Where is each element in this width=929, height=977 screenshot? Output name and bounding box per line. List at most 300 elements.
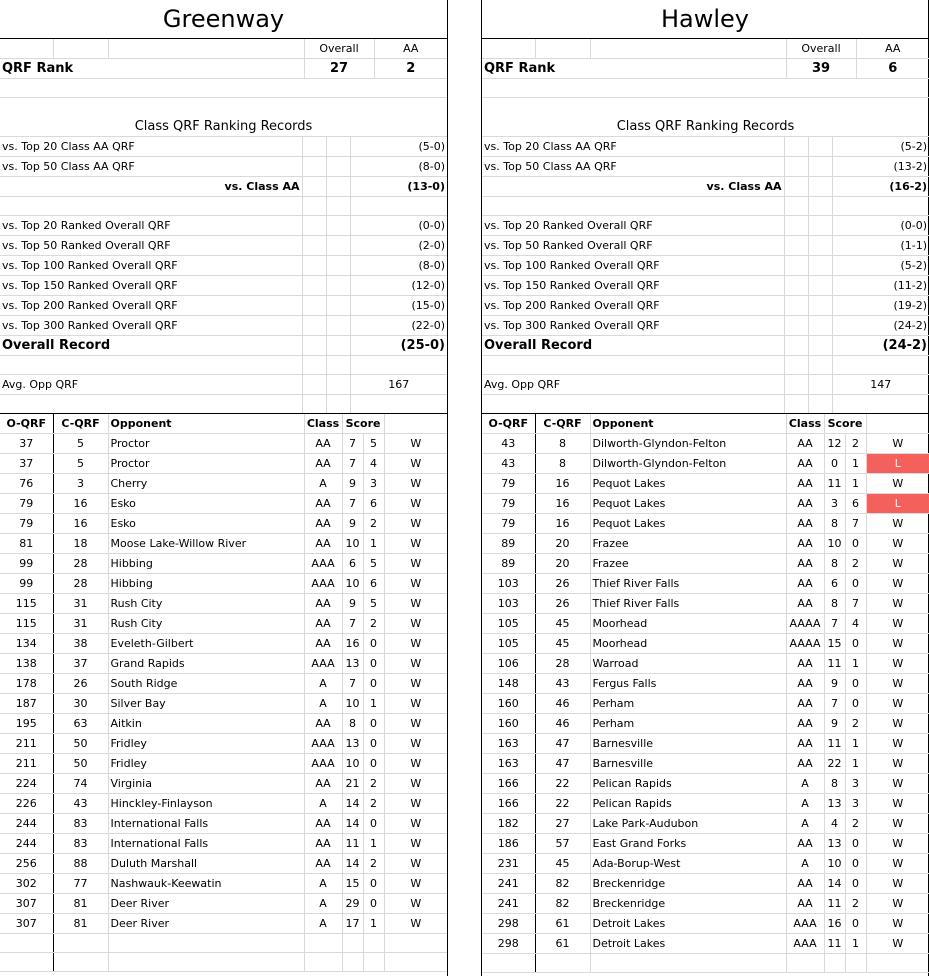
game-result: L [866, 453, 929, 473]
opponent-overall-qrf: 79 [0, 493, 53, 513]
qrf-rank-label: QRF Rank [0, 59, 304, 79]
opponent-class: AA [786, 473, 824, 493]
opponent-class-qrf: 16 [535, 473, 590, 493]
opponent-overall-qrf: 79 [482, 493, 535, 513]
team-score: 10 [824, 533, 845, 553]
opponent-name: Dilworth-Glyndon-Felton [590, 433, 786, 453]
opponent-score: 2 [845, 713, 866, 733]
class-header: AA [856, 39, 929, 59]
games-table [482, 414, 929, 973]
opponent-class: A [304, 893, 342, 913]
class-total-value: (13-0) [350, 176, 447, 196]
opponent-name: East Grand Forks [590, 833, 786, 853]
game-result: W [384, 913, 447, 933]
opponent-name: Virginia [108, 773, 304, 793]
records-table [482, 117, 929, 414]
game-row [482, 593, 929, 613]
game-row [0, 553, 447, 573]
opponent-class: AA [304, 813, 342, 833]
record-value: (5-2) [832, 136, 929, 156]
team-score: 13 [824, 833, 845, 853]
opponent-class-qrf: 18 [53, 533, 108, 553]
opponent-score: 0 [845, 693, 866, 713]
team-score: 13 [342, 653, 363, 673]
opponent-class: A [304, 693, 342, 713]
opponent-overall-qrf: 81 [0, 533, 53, 553]
game-result: W [866, 793, 929, 813]
opponent-score: 7 [845, 513, 866, 533]
opponent-class-qrf: 22 [535, 773, 590, 793]
overall-record-row [482, 275, 929, 295]
team-score: 17 [342, 913, 363, 933]
game-row [0, 913, 447, 933]
opponent-name: South Ridge [108, 673, 304, 693]
game-result: W [866, 533, 929, 553]
overall-record-row [482, 315, 929, 335]
team-score: 10 [342, 573, 363, 593]
game-result: W [384, 553, 447, 573]
opponent-score: 5 [363, 433, 384, 453]
opponent-name: Esko [108, 513, 304, 533]
class-header: Class [304, 414, 342, 434]
rank-header-row [0, 39, 447, 59]
team-score: 11 [342, 833, 363, 853]
opponent-name: Breckenridge [590, 893, 786, 913]
opponent-score: 2 [363, 793, 384, 813]
opponent-class-qrf: 22 [535, 793, 590, 813]
record-label: vs. Top 20 Ranked Overall QRF [482, 215, 784, 235]
opponent-class-qrf: 77 [53, 873, 108, 893]
opponent-class: AA [304, 433, 342, 453]
opponent-class-qrf: 16 [535, 493, 590, 513]
game-result: W [866, 593, 929, 613]
class-record-row [482, 136, 929, 156]
record-label: vs. Top 200 Ranked Overall QRF [482, 295, 784, 315]
opponent-class: AA [786, 753, 824, 773]
team-score: 7 [342, 453, 363, 473]
opponent-score: 1 [845, 653, 866, 673]
class-total-label: vs. Class AA [0, 176, 302, 196]
game-result: W [866, 773, 929, 793]
game-result: W [866, 873, 929, 893]
opponent-class: AA [304, 493, 342, 513]
overall-record-row [0, 255, 447, 275]
opponent-class: A [304, 873, 342, 893]
opponent-overall-qrf: 115 [0, 613, 53, 633]
opponent-score: 6 [363, 493, 384, 513]
game-row [482, 753, 929, 773]
opponent-overall-qrf: 148 [482, 673, 535, 693]
team-score: 11 [824, 733, 845, 753]
opponent-class: AAA [786, 933, 824, 953]
opponent-name: Warroad [590, 653, 786, 673]
opponent-name: Eveleth-Gilbert [108, 633, 304, 653]
opponent-class-qrf: 43 [53, 793, 108, 813]
game-result: W [384, 713, 447, 733]
game-row [0, 813, 447, 833]
record-label: vs. Top 150 Ranked Overall QRF [482, 275, 784, 295]
game-result: W [384, 793, 447, 813]
game-result: W [384, 753, 447, 773]
game-result: W [384, 633, 447, 653]
team-score: 7 [824, 613, 845, 633]
team-title: Greenway [0, 0, 447, 39]
opponent-score: 2 [363, 773, 384, 793]
team-score: 6 [824, 573, 845, 593]
overall-record-value: (24-2) [832, 335, 929, 355]
team-score: 13 [342, 733, 363, 753]
opponent-class: AA [786, 713, 824, 733]
opponent-overall-qrf: 105 [482, 613, 535, 633]
opponent-class-qrf: 20 [535, 553, 590, 573]
opponent-overall-qrf: 99 [0, 553, 53, 573]
opponent-score: 2 [845, 893, 866, 913]
class-header: Class [786, 414, 824, 434]
opponent-overall-qrf: 226 [0, 793, 53, 813]
opponent-class-qrf: 28 [53, 553, 108, 573]
qrf-rank-overall: 27 [304, 59, 374, 79]
qrf-rank-row [0, 59, 447, 79]
opponent-overall-qrf: 79 [0, 513, 53, 533]
game-result: W [866, 553, 929, 573]
opponent-score: 1 [363, 533, 384, 553]
opponent-name: Proctor [108, 453, 304, 473]
opponent-class: AA [304, 533, 342, 553]
opponent-class-qrf: 61 [535, 933, 590, 953]
opponent-score: 0 [363, 873, 384, 893]
opponent-class: AA [304, 613, 342, 633]
opponent-overall-qrf: 79 [482, 513, 535, 533]
record-value: (8-0) [350, 255, 447, 275]
team-title: Hawley [482, 0, 928, 39]
team-score: 0 [824, 453, 845, 473]
section-title: Class QRF Ranking Records [0, 117, 447, 137]
opponent-class-qrf: 83 [53, 813, 108, 833]
opponent-class: A [304, 793, 342, 813]
game-row [0, 873, 447, 893]
opponent-score: 1 [363, 913, 384, 933]
opponent-overall-qrf: 298 [482, 913, 535, 933]
game-result: W [384, 733, 447, 753]
record-value: (2-0) [350, 235, 447, 255]
team-score: 7 [824, 693, 845, 713]
opponent-name: Moose Lake-Willow River [108, 533, 304, 553]
opponent-name: International Falls [108, 813, 304, 833]
game-row [0, 573, 447, 593]
opponent-class: AA [786, 693, 824, 713]
game-result: W [866, 813, 929, 833]
opponent-class: AAA [304, 653, 342, 673]
class-total-label: vs. Class AA [482, 176, 784, 196]
record-label: vs. Top 100 Ranked Overall QRF [482, 255, 784, 275]
opponent-class-qrf: 83 [53, 833, 108, 853]
team-score: 8 [342, 713, 363, 733]
opponent-overall-qrf: 43 [482, 453, 535, 473]
team-score: 9 [342, 513, 363, 533]
opponent-name: Lake Park-Audubon [590, 813, 786, 833]
opponent-class-qrf: 28 [53, 573, 108, 593]
opponent-overall-qrf: 115 [0, 593, 53, 613]
game-result: W [866, 693, 929, 713]
opponent-overall-qrf: 138 [0, 653, 53, 673]
opponent-class-qrf: 27 [535, 813, 590, 833]
game-row [482, 653, 929, 673]
score-header: Score [342, 414, 384, 434]
opponent-score: 1 [363, 693, 384, 713]
game-result: W [866, 613, 929, 633]
opponent-score: 2 [363, 853, 384, 873]
team-score: 10 [342, 693, 363, 713]
team-score: 16 [824, 913, 845, 933]
opponent-overall-qrf: 103 [482, 573, 535, 593]
game-row [0, 673, 447, 693]
game-row [482, 853, 929, 873]
game-row [0, 433, 447, 453]
opponent-overall-qrf: 105 [482, 633, 535, 653]
game-result: W [384, 493, 447, 513]
opponent-name: Frazee [590, 553, 786, 573]
game-result: W [384, 453, 447, 473]
opponent-name: Nashwauk-Keewatin [108, 873, 304, 893]
game-row [482, 733, 929, 753]
game-row [482, 873, 929, 893]
opponent-overall-qrf: 302 [0, 873, 53, 893]
opponent-overall-qrf: 166 [482, 773, 535, 793]
overall-header: Overall [786, 39, 856, 59]
game-row [482, 553, 929, 573]
record-value: (12-0) [350, 275, 447, 295]
opponent-class: AA [786, 653, 824, 673]
overall-record-row [0, 275, 447, 295]
opponent-score: 4 [845, 613, 866, 633]
qrf-rank-class: 2 [374, 59, 447, 79]
game-row [482, 633, 929, 653]
opponent-score: 0 [845, 533, 866, 553]
game-result: W [866, 933, 929, 953]
opponent-score: 1 [845, 473, 866, 493]
opponent-score: 0 [363, 753, 384, 773]
opponent-score: 0 [363, 653, 384, 673]
opponent-score: 1 [845, 733, 866, 753]
opponent-overall-qrf: 256 [0, 853, 53, 873]
team-score: 8 [824, 553, 845, 573]
avg-opp-value: 147 [832, 374, 929, 394]
game-row [0, 773, 447, 793]
record-value: (15-0) [350, 295, 447, 315]
overall-record-row [482, 235, 929, 255]
opponent-name: Deer River [108, 893, 304, 913]
class-total-value: (16-2) [832, 176, 929, 196]
oqrf-header: O-QRF [482, 414, 535, 434]
opponent-name: Hibbing [108, 553, 304, 573]
opponent-score: 0 [363, 733, 384, 753]
game-result: W [384, 813, 447, 833]
qrf-rank-row [482, 59, 929, 79]
opponent-name: Barnesville [590, 753, 786, 773]
opponent-class-qrf: 5 [53, 433, 108, 453]
game-row [482, 813, 929, 833]
opponent-overall-qrf: 186 [482, 833, 535, 853]
opponent-class: AA [786, 833, 824, 853]
opponent-overall-qrf: 37 [0, 433, 53, 453]
team-score: 13 [824, 793, 845, 813]
opponent-class: A [786, 793, 824, 813]
opponent-overall-qrf: 134 [0, 633, 53, 653]
opponent-name: Cherry [108, 473, 304, 493]
games-header-row [482, 414, 929, 434]
opponent-score: 2 [363, 513, 384, 533]
class-header: AA [374, 39, 447, 59]
opponent-score: 0 [845, 913, 866, 933]
opponent-score: 3 [845, 773, 866, 793]
avg-opp-label: Avg. Opp QRF [482, 374, 784, 394]
game-row [0, 493, 447, 513]
opponent-class-qrf: 57 [535, 833, 590, 853]
opponent-name: Grand Rapids [108, 653, 304, 673]
game-row [0, 593, 447, 613]
game-result: W [384, 473, 447, 493]
game-row [0, 733, 447, 753]
game-result: W [866, 893, 929, 913]
opponent-name: Fridley [108, 753, 304, 773]
game-result: W [866, 913, 929, 933]
opponent-class: AA [786, 533, 824, 553]
opponent-class-qrf: 26 [535, 573, 590, 593]
game-result: W [384, 853, 447, 873]
team-panel-greenway [0, 0, 448, 976]
team-score: 14 [824, 873, 845, 893]
team-score: 11 [824, 893, 845, 913]
opponent-class: AAA [304, 753, 342, 773]
opponent-class-qrf: 37 [53, 653, 108, 673]
opponent-overall-qrf: 166 [482, 793, 535, 813]
game-row [482, 473, 929, 493]
opponent-name: Moorhead [590, 633, 786, 653]
opponent-name: Thief River Falls [590, 573, 786, 593]
opponent-score: 0 [845, 853, 866, 873]
opponent-class: A [786, 853, 824, 873]
game-result: W [866, 433, 929, 453]
opponent-class: AA [304, 633, 342, 653]
team-score: 10 [342, 753, 363, 773]
team-score: 15 [342, 873, 363, 893]
opponent-name: Rush City [108, 593, 304, 613]
class-record-row [0, 136, 447, 156]
opponent-name: Pelican Rapids [590, 773, 786, 793]
opponent-class-qrf: 61 [535, 913, 590, 933]
opponent-class-qrf: 47 [535, 753, 590, 773]
opponent-class: A [304, 673, 342, 693]
opponent-class-qrf: 31 [53, 613, 108, 633]
opponent-overall-qrf: 106 [482, 653, 535, 673]
opponent-class-qrf: 45 [535, 613, 590, 633]
opponent-class: A [786, 773, 824, 793]
opponent-class-qrf: 74 [53, 773, 108, 793]
game-result: W [866, 473, 929, 493]
game-result: W [384, 673, 447, 693]
opponent-class: AAAA [786, 633, 824, 653]
record-label: vs. Top 100 Ranked Overall QRF [0, 255, 302, 275]
opponent-class-qrf: 31 [53, 593, 108, 613]
opponent-class: AA [304, 853, 342, 873]
class-record-row [0, 156, 447, 176]
opponent-overall-qrf: 244 [0, 813, 53, 833]
opponent-name: Proctor [108, 433, 304, 453]
opponent-score: 5 [363, 553, 384, 573]
overall-record-value: (25-0) [350, 335, 447, 355]
game-row [482, 513, 929, 533]
game-result: W [384, 833, 447, 853]
game-row [0, 613, 447, 633]
team-score: 11 [824, 653, 845, 673]
game-result: W [866, 633, 929, 653]
opponent-overall-qrf: 160 [482, 713, 535, 733]
game-row [0, 513, 447, 533]
opponent-class: AAA [786, 913, 824, 933]
game-result: W [866, 753, 929, 773]
opponent-name: Hinckley-Finlayson [108, 793, 304, 813]
opponent-name: Moorhead [590, 613, 786, 633]
class-total-row [482, 176, 929, 196]
overall-record-row [0, 295, 447, 315]
game-result: W [866, 853, 929, 873]
game-result: W [866, 573, 929, 593]
game-row [482, 713, 929, 733]
team-score: 29 [342, 893, 363, 913]
opponent-class: AA [304, 713, 342, 733]
game-result: W [384, 513, 447, 533]
game-result: W [866, 673, 929, 693]
opponent-name: Detroit Lakes [590, 913, 786, 933]
record-value: (8-0) [350, 156, 447, 176]
opponent-score: 2 [845, 553, 866, 573]
record-value: (0-0) [832, 215, 929, 235]
opponent-name: Pequot Lakes [590, 473, 786, 493]
game-result: W [384, 873, 447, 893]
opponent-class-qrf: 26 [53, 673, 108, 693]
game-row [482, 453, 929, 473]
opponent-name: Breckenridge [590, 873, 786, 893]
opponent-class-qrf: 5 [53, 453, 108, 473]
opponent-score: 0 [845, 573, 866, 593]
team-score: 14 [342, 853, 363, 873]
overall-record-row [0, 215, 447, 235]
opponent-class: A [304, 473, 342, 493]
overall-record-row [482, 255, 929, 275]
opponent-overall-qrf: 76 [0, 473, 53, 493]
opponent-score: 1 [845, 753, 866, 773]
team-summary-table [482, 39, 929, 117]
opponent-class: AA [304, 453, 342, 473]
team-score: 9 [342, 473, 363, 493]
opponent-class-qrf: 8 [535, 433, 590, 453]
opponent-name: Rush City [108, 613, 304, 633]
opponent-class: AAA [304, 733, 342, 753]
opponent-score: 2 [845, 813, 866, 833]
team-score: 11 [824, 933, 845, 953]
record-value: (13-2) [832, 156, 929, 176]
opponent-name: Esko [108, 493, 304, 513]
opponent-score: 6 [363, 573, 384, 593]
opponent-overall-qrf: 187 [0, 693, 53, 713]
opponent-name: Duluth Marshall [108, 853, 304, 873]
opponent-name: Detroit Lakes [590, 933, 786, 953]
opponent-class: AAA [304, 553, 342, 573]
opponent-name: Perham [590, 713, 786, 733]
opponent-class: AA [786, 673, 824, 693]
team-score: 3 [824, 493, 845, 513]
opponent-overall-qrf: 99 [0, 573, 53, 593]
